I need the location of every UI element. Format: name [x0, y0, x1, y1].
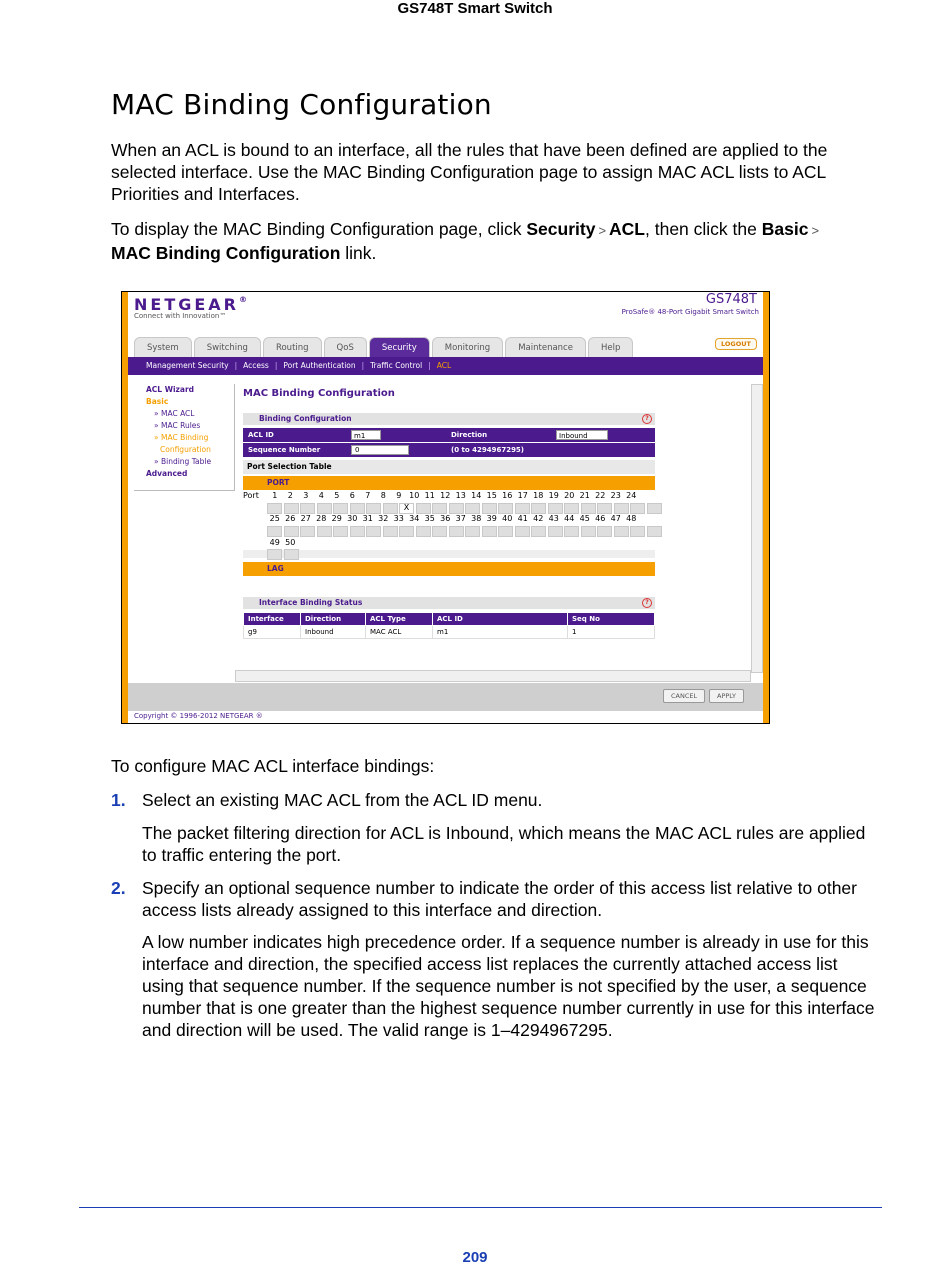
tab-monitoring[interactable]: Monitoring — [432, 337, 503, 357]
col-direction: Direction — [301, 613, 366, 626]
netgear-tagline: Connect with Innovation™ — [134, 312, 227, 320]
tab-switching[interactable]: Switching — [194, 337, 261, 357]
col-seq-no: Seq No — [568, 613, 655, 626]
subnav-port-authentication[interactable]: Port Authentication — [283, 361, 356, 370]
sidebar-mac-binding-cont[interactable]: Configuration — [160, 445, 211, 454]
netgear-logo: NETGEAR® — [134, 295, 247, 314]
subnav-access[interactable]: Access — [243, 361, 269, 370]
step-2-detail: A low number indicates high precedence order. If a sequence number is already in use for this interface and direction, the specified access list replaces the currently attached access list using that sequence number. If the sequence number is not specified by the user, a sequence number that is one greater than the highest sequence number currently in use for this interface and direction will be used. The valid range is 1–4294967295. — [142, 932, 875, 1040]
instr-acl: ACL — [609, 219, 645, 239]
step-1-detail: The packet filtering direction for ACL is Inbound, which means the MAC ACL rules are applied to traffic entering the port. — [142, 823, 866, 865]
step-number: 1. — [111, 790, 126, 810]
port-numbers-row-2: 25 26 27 28 29 30 31 32 33 34 35 36 37 38 39 40 41 42 43 44 45 46 47 48 — [269, 514, 637, 523]
tab-system[interactable]: System — [134, 337, 192, 357]
tab-maintenance[interactable]: Maintenance — [505, 337, 586, 357]
instr-mac-binding: MAC Binding Configuration — [111, 243, 341, 263]
sidebar-basic[interactable]: Basic — [146, 397, 169, 406]
sequence-label: Sequence Number — [248, 446, 321, 454]
subnav-traffic-control[interactable]: Traffic Control — [370, 361, 423, 370]
port-numbers-row-3: 49 50 — [269, 538, 296, 547]
tab-routing[interactable]: Routing — [263, 337, 322, 357]
instr-security: Security — [526, 219, 596, 239]
switch-screenshot — [121, 291, 770, 724]
direction-label: Direction — [451, 431, 488, 439]
acl-id-select[interactable]: m1 — [351, 430, 381, 440]
cancel-button[interactable]: CANCEL — [663, 689, 705, 703]
instr-text: link. — [340, 243, 377, 263]
port-bar[interactable]: PORT — [243, 476, 655, 490]
port-selection-title: Port Selection Table — [243, 460, 655, 474]
col-acl-type: ACL Type — [366, 613, 433, 626]
table-header-row — [244, 613, 655, 626]
tab-help[interactable]: Help — [588, 337, 633, 357]
logout-button[interactable]: LOGOUT — [715, 338, 757, 350]
port-numbers-row-1: Port 1 2 3 4 5 6 7 8 9 10 11 12 13 14 15 16 17 18 19 20 21 22 23 24 — [243, 491, 637, 500]
copyright: Copyright © 1996-2012 NETGEAR ® — [134, 712, 263, 720]
acl-id-label: ACL ID — [248, 431, 274, 439]
instr-text: , then click the — [645, 219, 762, 239]
direction-select[interactable]: Inbound — [556, 430, 608, 440]
sidebar-acl-wizard[interactable]: ACL Wizard — [146, 385, 195, 394]
port-checkboxes-row-2[interactable] — [267, 526, 663, 536]
section-title: MAC Binding Configuration — [111, 88, 492, 121]
footer-divider — [79, 1207, 882, 1208]
col-interface: Interface — [244, 613, 301, 626]
steps-lead: To configure MAC ACL interface bindings: — [111, 756, 435, 776]
page-number: 209 — [462, 1249, 488, 1266]
subnav-acl[interactable]: ACL — [436, 361, 452, 370]
sidebar-advanced[interactable]: Advanced — [146, 469, 188, 478]
sub-navigation: Management Security | Access | Port Authentication | Traffic Control | ACL — [128, 357, 763, 375]
sidebar-binding-table[interactable]: » Binding Table — [154, 457, 212, 466]
port-label: Port — [243, 491, 259, 500]
sidebar — [134, 384, 235, 491]
content-title: MAC Binding Configuration — [243, 388, 395, 399]
port-row-3-strip — [243, 550, 655, 558]
model-subtitle: ProSafe® 48-Port Gigabit Smart Switch — [621, 308, 759, 316]
acl-id-row — [243, 428, 655, 442]
interface-binding-table — [243, 612, 655, 639]
help-icon[interactable]: ? — [642, 414, 652, 424]
frame-right — [763, 292, 769, 723]
port-checkboxes-row-3[interactable] — [267, 549, 300, 559]
apply-button[interactable]: APPLY — [709, 689, 744, 703]
tab-security[interactable]: Security — [369, 337, 430, 357]
port-checkboxes-row-1[interactable]: X — [267, 503, 663, 513]
instr-gt: > — [598, 223, 607, 238]
step-number: 2. — [111, 878, 126, 898]
help-icon[interactable]: ? — [642, 598, 652, 608]
sidebar-mac-acl[interactable]: » MAC ACL — [154, 409, 195, 418]
step-text: Specify an optional sequence number to indicate the order of this access list relative to other access lists already assigned to this interface and direction. — [142, 878, 857, 920]
sequence-row — [243, 443, 655, 457]
interface-status-header: Interface Binding Status ? — [243, 597, 655, 609]
navigation-instructions — [111, 218, 881, 264]
sequence-range: (0 to 4294967295) — [451, 446, 525, 454]
intro-paragraph: When an ACL is bound to an interface, all the rules that have been defined are applied to the selected interface. Use the MAC Binding Configuration page to assign MAC ACL lists to ACL Priorities and Interfaces. — [111, 140, 828, 204]
horizontal-scrollbar[interactable] — [235, 670, 751, 682]
step-text: Select an existing MAC ACL from the ACL ID menu. — [142, 790, 543, 810]
vertical-scrollbar[interactable] — [751, 384, 763, 673]
table-row: g9 Inbound MAC ACL m1 1 — [244, 626, 655, 639]
instr-text: To display the MAC Binding Configuration page, click — [111, 219, 527, 239]
sidebar-mac-rules[interactable]: » MAC Rules — [154, 421, 201, 430]
sequence-input[interactable]: 0 — [351, 445, 409, 455]
tab-qos[interactable]: QoS — [324, 337, 367, 357]
sidebar-mac-binding[interactable]: » MAC Binding — [154, 433, 209, 442]
instr-gt: > — [811, 223, 820, 238]
instr-basic: Basic — [761, 219, 809, 239]
binding-config-header: Binding Configuration ? — [243, 413, 655, 425]
model-name: GS748T — [705, 292, 757, 307]
subnav-management-security[interactable]: Management Security — [146, 361, 229, 370]
page-header: GS748T Smart Switch — [397, 0, 553, 17]
main-tabs — [134, 337, 635, 357]
col-acl-id: ACL ID — [433, 613, 568, 626]
lag-bar[interactable]: LAG — [243, 562, 655, 576]
